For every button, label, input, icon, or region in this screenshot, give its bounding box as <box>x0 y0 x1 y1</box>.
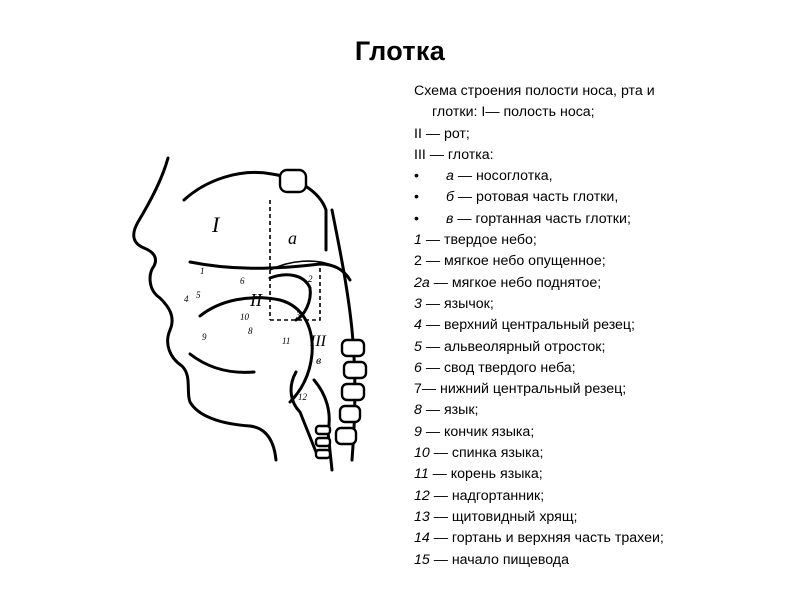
legend-text-span: — язык; <box>421 402 479 419</box>
legend-item <box>414 486 784 507</box>
legend-intro-line1: Схема строения полости носа, рта и <box>414 83 655 99</box>
legend-key: 1 <box>414 232 422 249</box>
label-cavity-mouth: II <box>250 290 262 310</box>
legend-key: б <box>446 189 454 206</box>
label-region-a: a <box>288 228 297 248</box>
label-cavity-pharynx: III <box>310 333 326 350</box>
label-8: 8 <box>248 326 253 336</box>
label-6: 6 <box>240 276 245 286</box>
legend-text-span: — верхний центральный резец; <box>421 317 635 334</box>
legend-item <box>414 507 784 528</box>
vertebra-3 <box>344 362 366 378</box>
legend-key: 6 <box>414 359 422 376</box>
legend-key: 12 <box>414 487 430 504</box>
vertebra-1 <box>280 170 306 192</box>
slide-title: Глотка <box>354 36 446 66</box>
legend-text-span: — кончик языка; <box>421 423 535 440</box>
vertebra-2 <box>342 340 364 356</box>
legend-key: 10 <box>414 445 430 462</box>
legend-item <box>414 315 784 336</box>
label-12: 12 <box>298 392 307 402</box>
legend-key: в <box>446 210 454 227</box>
legend-text-span: — спинка языка; <box>429 445 544 462</box>
legend-intro-line2: глотки: I— полость носа; <box>432 104 595 121</box>
legend-item <box>414 187 784 208</box>
legend-item <box>414 337 784 358</box>
legend-item: III — глотка: <box>414 146 494 163</box>
legend-text-span: — начало пищевода <box>429 551 569 568</box>
legend-key: 14 <box>414 530 430 547</box>
label-2: 2 <box>308 274 313 284</box>
soft-palate-outline <box>270 275 310 320</box>
legend-key: 4 <box>414 317 422 334</box>
bullet-marker: • <box>414 210 419 227</box>
trachea-ring-1 <box>316 426 330 434</box>
region-boundary-dashed <box>270 200 320 320</box>
legend-text-span: — надгортанник; <box>429 487 545 504</box>
legend-item <box>414 209 784 230</box>
trachea-ring-2 <box>316 438 330 446</box>
legend-key: 8 <box>414 402 422 419</box>
legend-text-span: — свод твердого неба; <box>421 359 576 376</box>
legend-text-span: — альвеолярный отросток; <box>421 338 606 355</box>
legend-item <box>414 464 784 485</box>
label-1: 1 <box>200 266 205 276</box>
legend-key: 13 <box>414 508 430 525</box>
legend-text-span: — гортанная часть глотки; <box>453 210 631 227</box>
legend-text-span: — твердое небо; <box>421 232 537 249</box>
legend-key: 3 <box>414 295 422 312</box>
legend-item <box>414 422 784 443</box>
legend-text-span: — ротовая часть глотки, <box>453 189 619 206</box>
legend-item <box>414 528 784 549</box>
legend-key: 5 <box>414 338 422 355</box>
legend-key: 15 <box>414 551 430 568</box>
legend-item <box>414 400 784 421</box>
legend-item: II — рот; <box>414 125 470 142</box>
legend-item <box>414 550 784 571</box>
legend-item: 2 — мягкое небо опущенное; <box>414 253 606 270</box>
legend-text-span: — носоглотка, <box>453 168 553 185</box>
legend-text-span: — язычок; <box>421 295 494 312</box>
vertebra-5 <box>340 406 360 422</box>
legend-item: 7— нижний центральный резец; <box>414 381 627 398</box>
legend-key: 2а <box>414 274 430 291</box>
legend-text-span: — мягкое небо поднятое; <box>429 274 602 291</box>
label-region-v: в <box>316 353 322 367</box>
legend-item <box>414 230 784 251</box>
legend-key: а <box>446 168 454 185</box>
label-cavity-nose: I <box>212 212 220 237</box>
label-5: 5 <box>196 290 201 300</box>
legend-text-span: — гортань и верхняя часть трахеи; <box>429 530 664 547</box>
label-4: 4 <box>184 294 189 304</box>
legend-item <box>414 443 784 464</box>
vertebra-6 <box>336 428 356 444</box>
legend-text-span: — щитовидный хрящ; <box>429 508 578 525</box>
legend-item <box>414 358 784 379</box>
trachea-ring-3 <box>316 450 330 458</box>
label-3: 3 <box>296 310 301 320</box>
legend-text-span: — корень языка; <box>428 466 543 483</box>
label-9: 9 <box>202 332 207 342</box>
pharynx-anatomy-diagram <box>120 140 390 480</box>
mouth-floor-line <box>190 354 254 372</box>
label-10: 10 <box>240 312 249 322</box>
label-11: 11 <box>282 336 291 346</box>
bullet-marker: • <box>414 168 419 185</box>
legend-item <box>414 273 784 294</box>
legend-key: 9 <box>414 423 422 440</box>
vertebra-4 <box>342 384 364 400</box>
legend-text <box>414 81 784 571</box>
legend-item <box>414 294 784 315</box>
legend-item <box>414 166 784 187</box>
legend-key: 11 <box>414 466 429 483</box>
bullet-marker: • <box>414 189 419 206</box>
